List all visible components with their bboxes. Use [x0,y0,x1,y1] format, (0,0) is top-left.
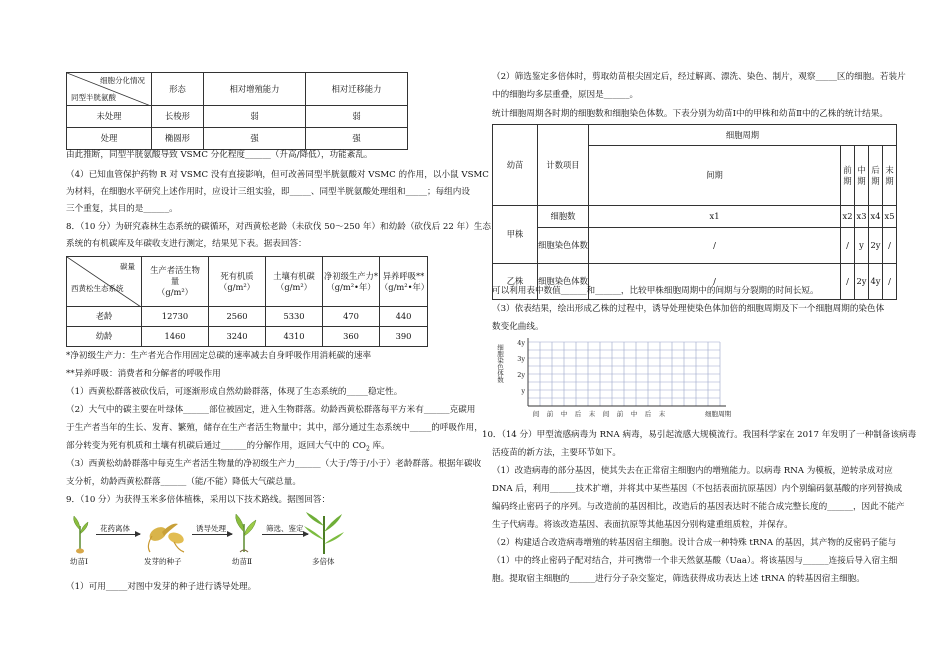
text-line: 统计细胞周期各时期的细胞数和细胞染色体数。下表分别为幼苗Ⅰ中的甲株和幼苗Ⅱ中的乙株的统计结果。 [492,109,888,119]
polyploid-flow-figure [66,512,366,570]
table-row [67,128,408,150]
text-line: 胞。提取宿主细胞的______进行分子杂交鉴定，筛选获得成功表达上述 tRNA 的转基因宿主细胞。 [492,574,865,584]
phase-header: 后期 [869,146,883,206]
text-line: （1）中的终止密码子配对结合，并可携带一个非天然氨基酸（Uaa）。将该基因与______连接后导入宿主细 [492,556,898,566]
cell: 幼龄 [67,327,142,347]
cell: 处理 [67,128,152,150]
col-header [380,257,428,307]
cell: 细胞数 [538,206,589,228]
cell: 细胞染色体数 [538,264,589,300]
table-row [67,106,408,128]
text-line: （4）已知血管保护药物 R 对 VSMC 没有直接影响，但可改善同型半胱氨酸对 VSMC 的作用，以小鼠 VSMC [66,170,489,180]
question-9-line: 9．（10 分）为获得玉米多倍体植株，采用以下技术路线。据图回答： [66,495,331,505]
cell: 470 [323,307,380,327]
cell: 3240 [209,327,266,347]
plant-drawings [66,512,366,558]
x-tick-label: 中 [630,410,638,418]
col-header [142,257,209,307]
text-line: 为材料，在细胞水平研究上述作用时，应设计三组实验，即_____、同型半胱氨酸处理组和_____；每组内设 [66,187,470,197]
text-line: 可以利用表中数值______和______，比较甲株细胞周期中的间期与分裂期的时间长短。 [492,286,819,296]
header-text: （g/m²•年） [326,281,376,292]
cell: x5 [883,206,897,228]
text-line [66,441,390,455]
cell: / [589,264,841,300]
x-axis-label: 细胞周期 [705,410,731,418]
x-tick-label: 中 [560,410,568,418]
text-line: 于生产者当年的生长、发育、繁殖，储存在生产者活生物量中；其中，部分通过生态系统中_____的呼吸作用， [66,423,483,433]
col-header: 细胞周期 [589,125,897,146]
question-10-line: 活疫苗的新方法，主要环节如下。 [492,448,621,458]
footnote: **异养呼吸：消费者和分解者的呼吸作用 [66,369,221,379]
text-line: （3）依表结果，绘出形成乙株的过程中，诱导处理使染色体加倍的细胞周期及下一个细胞周期的染色体 [492,304,885,314]
text-line: （2）筛选鉴定多倍体时，剪取幼苗根尖固定后，经过解离、漂洗、染色、制片，观察_____区的细胞。若装片 [492,72,906,82]
seedling-2-icon [236,514,256,552]
cell: 390 [380,327,428,347]
cell: 4310 [266,327,323,347]
question-10-line: 10．（14 分）甲型流感病毒为 RNA 病毒，易引起流感大规模流行。我国科学家在 2017 年发明了一种制备该病毒 [482,430,917,440]
differentiation-table [66,72,408,150]
header-text: 异养呼吸** [382,270,425,281]
polyploid-plant-icon [304,512,344,554]
header-text: （g/m²•年） [380,281,430,292]
table-row [67,307,428,327]
y-tick-label: y [521,387,525,395]
cell: 2y [855,264,869,300]
cell: / [841,264,855,300]
text-line: 编码终止密码子的序列。与改造前的基因相比，改造后的基因表达时不能合成完整长度的______，因此不能产 [492,502,905,512]
cell: 老龄 [67,307,142,327]
phase-header: 间期 [589,146,841,206]
cell: y [855,228,869,264]
cell: x2 [841,206,855,228]
text-line: （2）大气中的碳主要在叶绿体______部位被固定，进入生物群落。幼龄西黄松群落每平方米有______克碳用 [66,405,476,415]
col-header: 相对迁移能力 [306,73,408,106]
text-line: DNA 后，利用______技术扩增，并将其中某些基因（不包括表面抗原基因）内个别编码氨基酸的序列替换成 [492,484,903,494]
header-text: 生产者活生物 [150,265,200,275]
question-8-line: 8．（10 分）为研究森林生态系统的碳循环，对西黄松老龄（未砍伐 50～250 年）和幼龄（砍伐后 22 年）生态 [66,222,491,232]
cell: x4 [869,206,883,228]
cell: / [883,228,897,264]
col-header [266,257,323,307]
chromosome-graph [492,336,732,418]
cell: 强 [204,128,306,150]
header-text: 量 [170,276,180,286]
diag-bottom-label: 西黄松生态系统 [71,284,124,293]
table-row [493,206,897,228]
stage-label: 发芽的种子 [144,557,182,566]
arrow-icon [96,534,140,535]
cell: 4y [869,264,883,300]
row-header: 乙株 [493,264,538,300]
text-line: 中的细胞均多层重叠，原因是______。 [492,90,639,100]
cell: 弱 [306,106,408,128]
cell: 2y [869,228,883,264]
cell: 440 [380,307,428,327]
col-header [323,257,380,307]
text-line: 数变化曲线。 [492,322,544,332]
col-header: 计数项目 [538,125,589,206]
x-tick-label: 末 [658,410,666,418]
arrow-icon [192,534,232,535]
graph-grid [492,336,732,418]
text-span: 库。 [369,441,390,451]
cell: x1 [589,206,841,228]
header-text: 土壤有机碳 [273,270,315,281]
table-diagonal-header [67,257,142,307]
header-text: （g/m²） [157,287,193,297]
cell: 12730 [142,307,209,327]
carbon-table [66,256,428,347]
text-line: 由此推断，同型半胱氨酸导致 VSMC 分化程度______（升高/降低），功能紊乱。 [66,150,373,160]
phase-header: 末期 [883,146,897,206]
stage-label: 幼苗Ⅱ [232,557,253,566]
phase-header: 中期 [855,146,869,206]
stage-label: 多倍体 [312,557,335,566]
stage-label: 幼苗Ⅰ [70,557,88,566]
cell: 未处理 [67,106,152,128]
table-diagonal-header [67,73,152,106]
y-axis-label: 细胞染色体数 [496,344,504,383]
diag-top-label: 细胞分化情况 [100,76,145,85]
text-line: 三个重复，其目的是______。 [66,204,178,214]
cell: / [883,264,897,300]
text-span: 部分转变为死有机质和土壤有机碳后通过______的分解作用，返回大气中的 CO [66,441,366,451]
seedling-1-icon [74,516,88,554]
cell: 细胞染色体数 [538,228,589,264]
y-tick-label: 4y [517,339,525,347]
cell: 5330 [266,307,323,327]
cell: 360 [323,327,380,347]
diag-bottom-label: 同型半胱氨酸 [71,93,116,102]
x-tick-label: 后 [644,410,652,418]
text-line: 生子代病毒。将该改造基因、表面抗原等其他基因分别构建重组质粒，并保存。 [492,520,793,530]
arrow-icon [262,534,308,535]
x-tick-label: 末 [588,410,596,418]
header-text: 净初级生产力* [324,270,378,281]
cell-cycle-table [492,124,897,300]
text-line: （3）西黄松幼龄群落中每克生产者活生物量的净初级生产力______（大于/等于/小于）老龄群落。根据年碳收 [66,459,482,469]
table-row [493,228,897,264]
arrow-label: 筛选、鉴定 [266,524,304,533]
cell: / [841,228,855,264]
text-line: （1）西黄松群落被砍伐后，可逐渐形成自然幼龄群落，体现了生态系统的_____稳定性。 [66,387,403,397]
row-header: 甲株 [493,206,538,264]
text-line: 支分析，幼龄西黄松群落______（能/不能）降低大气碳总量。 [66,477,301,487]
germinating-seed-icon [147,524,185,552]
cell: x3 [855,206,869,228]
col-header: 相对增殖能力 [204,73,306,106]
x-tick-label: 前 [546,410,554,418]
arrow-label: 花药离体 [100,524,130,533]
cell: 椭圆形 [152,128,204,150]
header-text: 死有机质 [220,270,254,281]
text-line: （2）构建适合改造病毒增殖的转基因宿主细胞。设计合成一种特殊 tRNA 的基因，其产物的反密码子能与 [492,538,897,548]
question-8-line: 系统的有机碳库及年碳收支进行测定，结果见下表。据表回答： [66,239,307,249]
x-tick-label: 间 [532,410,540,418]
cell: 2560 [209,307,266,327]
subscript: 2 [365,445,370,453]
header-text: （g/m²） [276,281,312,292]
col-header: 形态 [152,73,204,106]
table-row [67,327,428,347]
text-line: （1）改造病毒的部分基因，使其失去在正常宿主细胞内的增殖能力。以病毒 RNA 为模板，逆转录成对应 [492,466,893,476]
arrow-label: 诱导处理 [196,524,226,533]
text-line: （1）可用_____对图中发芽的种子进行诱导处理。 [66,582,257,592]
cell: 弱 [204,106,306,128]
cell: / [589,228,841,264]
cell: 长梭形 [152,106,204,128]
cell: 1460 [142,327,209,347]
header-text: （g/m²） [219,281,255,292]
x-tick-label: 间 [602,410,610,418]
cell: 强 [306,128,408,150]
diag-top-label: 碳量 [120,262,135,271]
x-tick-label: 后 [574,410,582,418]
y-tick-label: 3y [517,355,525,363]
col-header [209,257,266,307]
col-header: 幼苗 [493,125,538,206]
footnote: *净初级生产力：生产者光合作用固定总碳的速率减去自身呼吸作用消耗碳的速率 [66,351,372,361]
y-tick-label: 2y [517,371,525,379]
phase-header: 前期 [841,146,855,206]
x-tick-label: 前 [616,410,624,418]
